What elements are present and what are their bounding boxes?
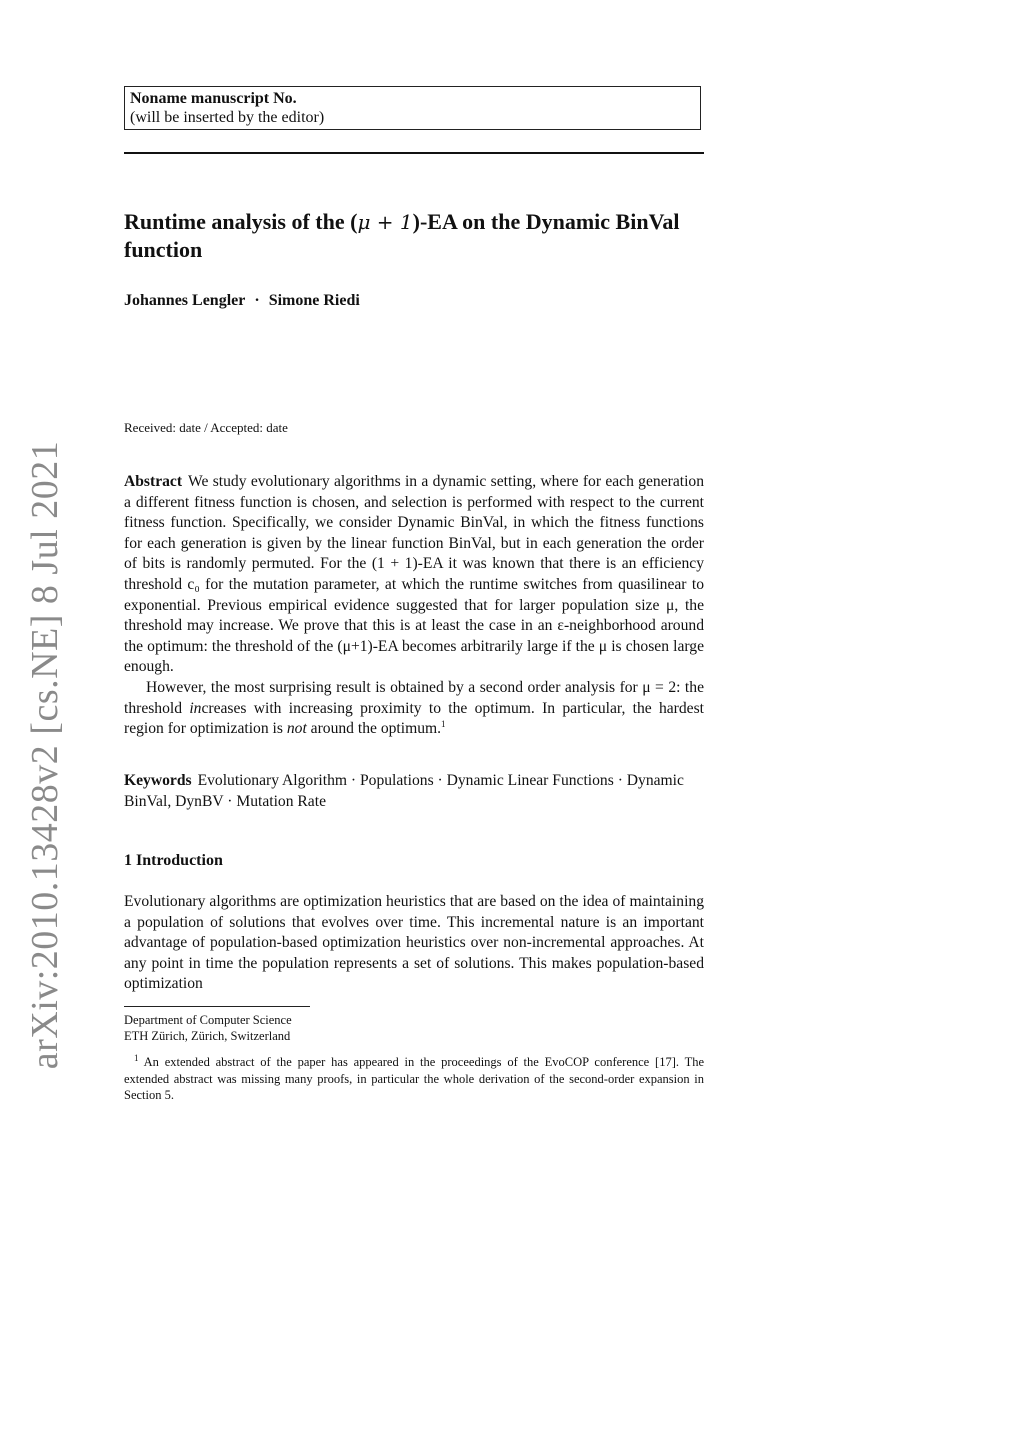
abstract-emphasis: in <box>189 699 202 717</box>
author-list <box>124 292 360 310</box>
abstract-paragraph <box>124 678 704 740</box>
title-part-2: )-EA on the Dynamic BinVal function <box>124 209 680 262</box>
keywords-text: Evolutionary Algorithm · Populations · Dynamic Linear Functions · Dynamic BinVal, DynBV · Mutation Rate <box>124 772 684 810</box>
arxiv-sidebar-id <box>20 440 70 1070</box>
author-name: Johannes Lengler <box>124 292 246 309</box>
abstract <box>124 472 704 740</box>
abstract-text: creases with increasing proximity to the optimum. In particular, the hardest region for optimization is <box>124 699 704 738</box>
footnote-number: 1 <box>134 1052 139 1063</box>
keywords-paragraph <box>124 771 704 812</box>
abstract-text: around the optimum. <box>306 720 442 738</box>
footnote-rule <box>124 1006 310 1007</box>
author-name: Simone Riedi <box>268 292 360 309</box>
introduction-text <box>124 892 704 995</box>
title-part-1: Runtime analysis of the ( <box>124 209 358 234</box>
manuscript-editor-note: (will be inserted by the editor) <box>130 109 325 126</box>
footnote-text: An extended abstract of the paper has appeared in the proceedings of the EvoCOP conference [17]. The extended abstract was missing many proofs, in particular the whole derivation of the second-order expansion in Section 5. <box>124 1055 704 1102</box>
abstract-text: However, the most surprising result is obtained by a second order analysis for μ = 2: the threshold <box>124 678 704 717</box>
section-heading: 1 Introduction <box>124 852 223 869</box>
abstract-paragraph <box>124 472 704 678</box>
received-date: Received: date / Accepted: date <box>124 420 288 435</box>
footnote-marker: 1 <box>441 718 446 729</box>
manuscript-number-label: Noname manuscript No. <box>130 90 297 107</box>
keywords <box>124 771 704 812</box>
introduction-paragraph: Evolutionary algorithms are optimization heuristics that are based on the idea of maintaining a population of solutions that evolves over time. This incremental nature is an important advantage of population-based optimization heuristics over non-incremental approaches. At any point in time the population represents a set of solutions. This makes population-based optimization <box>124 893 704 993</box>
manuscript-number-box <box>124 86 701 130</box>
abstract-emphasis: not <box>286 720 307 738</box>
affiliation-department: Department of Computer Science <box>124 1013 292 1027</box>
affiliation-institution: ETH Zürich, Zürich, Switzerland <box>124 1029 291 1043</box>
arxiv-id-text: arXiv:2010.13428v2 [cs.NE] 8 Jul 2021 <box>24 440 66 1070</box>
header-rule <box>124 152 704 154</box>
abstract-label: Abstract <box>124 473 183 490</box>
footnote <box>124 1054 704 1104</box>
abstract-text: We study evolutionary algorithms in a dynamic setting, where for each generation a different fitness function is chosen, and selection is performed with respect to the current fitness function. Specifically, we consider Dynamic BinVal, in which the fitness functions for each generation is given by the linear function BinVal, but in each generation the order of bits is randomly permuted. For the (1 + 1)-EA it was known that there is an efficiency threshold c₀ for the mutation parameter, at which the runtime switches from quasilinear to exponential. Previous empirical evidence suggested that for larger population size μ, the threshold may increase. We prove that this is at least the case in an ε-neighborhood around the optimum: the threshold of the (μ+1)-EA becomes arbitrarily large if the μ is chosen large enough. <box>124 473 704 676</box>
keywords-label: Keywords <box>124 772 192 789</box>
paper-title <box>124 208 704 263</box>
affiliation <box>124 1012 704 1044</box>
title-math: μ + 1 <box>357 210 413 234</box>
author-separator: · <box>254 292 260 309</box>
